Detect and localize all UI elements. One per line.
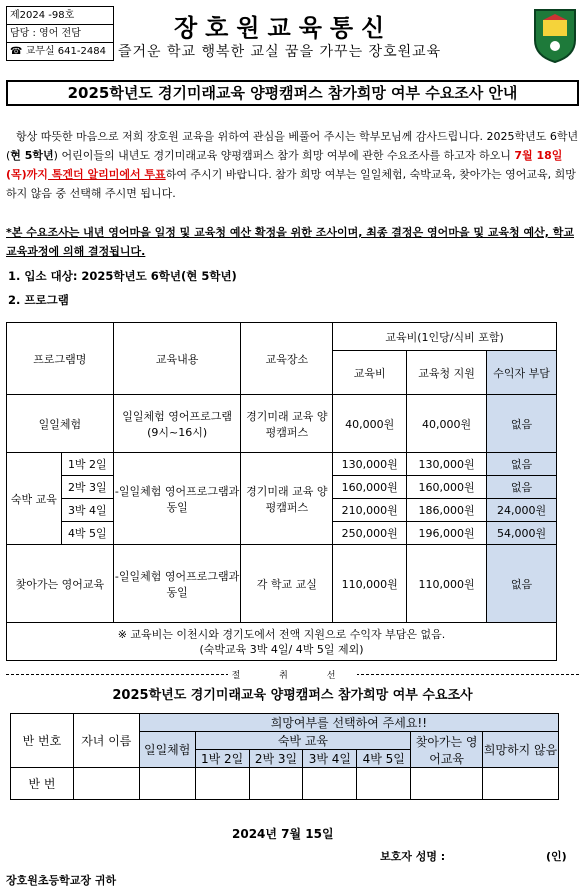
none-cell[interactable]: [483, 768, 559, 800]
daily-cell[interactable]: [139, 768, 195, 800]
target-line: 1. 입소 대상: 2025학년도 6학년(현 5학년): [8, 269, 237, 283]
visit-header: 찾아가는 영어교육: [411, 732, 483, 768]
header-fee-group: 교육비(1인당/식비 포함): [333, 323, 557, 351]
child-name-cell[interactable]: [73, 768, 139, 800]
program-heading: 2. 프로그램: [8, 293, 69, 307]
child-name-header: 자녀 이름: [73, 714, 139, 768]
stay-row-label: 4박 5일: [61, 522, 113, 545]
visit-place: 각 학교 교실: [241, 545, 333, 623]
stay-option: 2박 3일: [249, 750, 303, 768]
cut-label: 절 취 선: [6, 668, 579, 681]
header-content: 교육내용: [113, 323, 241, 395]
stay-self: 없음: [487, 453, 557, 476]
stay-option: 3박 4일: [303, 750, 357, 768]
program-table: [6, 322, 557, 661]
date: 2024년 7월 15일: [232, 827, 334, 841]
header-support: 교육청 지원: [407, 351, 487, 395]
stay-1-cell[interactable]: [195, 768, 249, 800]
school-emblem-icon: [531, 6, 579, 64]
newsletter-title: 장호원교육통신: [174, 14, 393, 42]
recipient: 장호원초등학교장 귀하: [6, 874, 117, 887]
stay-content: -일일체험 영어프로그램과 동일: [113, 453, 241, 545]
header-meta: [6, 6, 114, 61]
issue-number: 제2024 -98호: [6, 6, 114, 25]
intro-paragraph: 항상 따뜻한 마음으로 저희 장호원 교육을 위하여 관심을 베풀어 주시는 학부모님께 감사드립니다. 2025학년도 6학년(현 5학년) 어린이들의 내년도 경기미래교육 양평캠퍼스 참가 희망 여부에 관한 수요조사를 하고자 하오니 7월 18일(목)까지 톡겐더 알리미에서 투표하여 주시기 바랍니다. 참가 희망 여부는 일일체험, 숙박교육, 찾아가는 영어교육, 희망하지 않음 중 선택해 주시면 됩니다.: [6, 130, 579, 200]
stay-fee: 160,000원: [333, 476, 407, 499]
seal: (인): [546, 850, 567, 863]
daily-name: 일일체험: [7, 395, 114, 453]
stay-fee: 250,000원: [333, 522, 407, 545]
stay-support: 130,000원: [407, 453, 487, 476]
stay-place: 경기미래 교육 양평캠퍼스: [241, 453, 333, 545]
stay-fee: 130,000원: [333, 453, 407, 476]
stay-name: 숙박 교육: [7, 453, 62, 545]
stay-row-label: 1박 2일: [61, 453, 113, 476]
stay-self: 없음: [487, 476, 557, 499]
daily-content: 일일체험 영어프로그램 (9시~16시): [113, 395, 241, 453]
stay-4-cell[interactable]: [357, 768, 411, 800]
announcement-banner: 2025학년도 경기미래교육 양평캠퍼스 참가희망 여부 수요조사 안내: [6, 80, 579, 106]
survey-title: 2025학년도 경기미래교육 양평캠퍼스 참가희망 여부 수요조사: [112, 688, 473, 703]
owner: 담당 : 영어 전담: [6, 24, 114, 43]
stay-support: 160,000원: [407, 476, 487, 499]
stay-2-cell[interactable]: [249, 768, 303, 800]
deadline: 7월 18일(목)까지: [6, 149, 563, 181]
office-phone: ☎ 교무실 641-2484: [6, 42, 114, 61]
visit-self: 없음: [487, 545, 557, 623]
header-fee: 교육비: [333, 351, 407, 395]
visit-support: 110,000원: [407, 545, 487, 623]
notice: *본 수요조사는 내년 영어마을 일정 및 교육청 예산 확정을 위한 조사이며, 최종 결정은 영어마을 및 교육청 예산, 학교 교육과정에 의해 결정됩니다.: [6, 226, 575, 258]
stay-row-label: 3박 4일: [61, 499, 113, 522]
stay-option: 1박 2일: [195, 750, 249, 768]
stay-option: 4박 5일: [357, 750, 411, 768]
daily-support: 40,000원: [407, 395, 487, 453]
stay-fee: 210,000원: [333, 499, 407, 522]
daily-header: 일일체험: [139, 732, 195, 768]
header-place: 교육장소: [241, 323, 333, 395]
stay-3-cell[interactable]: [303, 768, 357, 800]
daily-place: 경기미래 교육 양평캠퍼스: [241, 395, 333, 453]
stay-support: 196,000원: [407, 522, 487, 545]
visit-name: 찾아가는 영어교육: [7, 545, 114, 623]
fee-footnote: ※ 교육비는 이천시와 경기도에서 전액 지원으로 수익자 부담은 없음. (숙박교육 3박 4일/ 4박 5일 제외): [7, 623, 557, 661]
visit-cell[interactable]: [411, 768, 483, 800]
guardian-signature-label: 보호자 성명 :: [380, 850, 446, 863]
stay-row-label: 2박 3일: [61, 476, 113, 499]
stay-header: 숙박 교육: [195, 732, 411, 750]
stay-support: 186,000원: [407, 499, 487, 522]
header-program: 프로그램명: [7, 323, 114, 395]
stay-self: 54,000원: [487, 522, 557, 545]
daily-self: 없음: [487, 395, 557, 453]
visit-fee: 110,000원: [333, 545, 407, 623]
daily-fee: 40,000원: [333, 395, 407, 453]
header: [6, 6, 579, 68]
none-header: 희망하지 않음: [483, 732, 559, 768]
visit-content: -일일체험 영어프로그램과 동일: [113, 545, 241, 623]
class-number-header: 반 번호: [11, 714, 74, 768]
slogan: 즐거운 학교 행복한 교실 꿈을 가꾸는 장호원교육: [118, 44, 442, 60]
header-self-pay: 수익자 부담: [487, 351, 557, 395]
survey-table: [10, 713, 559, 800]
class-number-cell: 반 번: [11, 768, 74, 800]
choose-header: 희망여부를 선택하여 주세요!!: [139, 714, 558, 732]
stay-self: 24,000원: [487, 499, 557, 522]
